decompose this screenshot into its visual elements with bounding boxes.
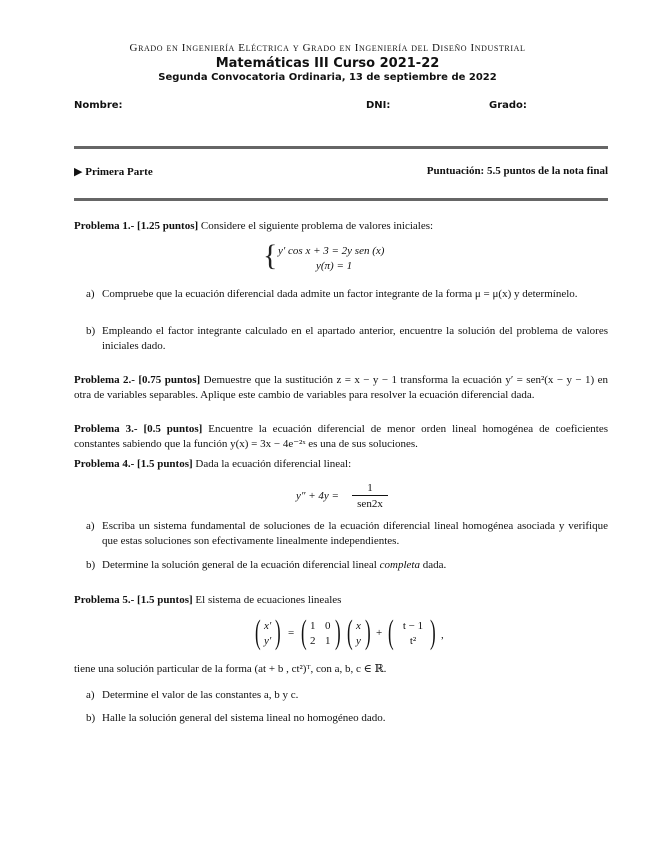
problem-3-text: Encuentre la ecuación diferencial de menor orden lineal homogénea de coeficientes constantes sabiendo que la función y(x) = 3x − 4e⁻²ˣ es una de sus soluciones.	[74, 423, 608, 450]
vector-entry: t − 1	[402, 620, 424, 632]
problem-1-item-b	[86, 324, 608, 354]
matrix-entry: 1	[310, 620, 316, 632]
problem-1-equation: y′ cos x + 3 = 2y sen (x)	[278, 245, 385, 257]
problem-3-statement	[74, 422, 608, 452]
dni-label: DNI:	[366, 100, 391, 111]
vector-entry: x′	[264, 620, 272, 632]
problem-1-initial-condition: y(π) = 1	[316, 260, 353, 272]
paren-left: (	[347, 614, 353, 651]
exam-session: Segunda Convocatoria Ordinaria, 13 de septiembre de 2022	[158, 72, 497, 83]
problem-1-heading: Problema 1.- [1.25 puntos]	[74, 220, 199, 232]
item-text: Determine el valor de las constantes a, b y c.	[102, 689, 299, 701]
part-title-text: Primera Parte	[85, 166, 153, 178]
plus-sign: +	[376, 627, 383, 639]
item-label: a)	[86, 288, 95, 300]
problem-2-statement	[74, 373, 608, 403]
problem-5-item-b	[86, 711, 608, 726]
paren-right: )	[430, 614, 436, 651]
problem-5-heading: Problema 5.- [1.5 puntos]	[74, 594, 193, 606]
problem-4-text: Dada la ecuación diferencial lineal:	[195, 458, 352, 470]
problem-5-statement	[74, 593, 608, 608]
paren-right: )	[275, 614, 281, 651]
brace-symbol: {	[263, 239, 278, 272]
problem-5-item-a	[86, 688, 608, 703]
item-text-pre: Determine la solución general de la ecuación diferencial lineal	[102, 559, 377, 571]
vector-entry: x	[356, 620, 361, 632]
problem-4-statement	[74, 457, 608, 472]
item-text-post: dada.	[422, 559, 447, 571]
problem-4-equation-lhs: y″ + 4y =	[296, 490, 339, 502]
item-label: b)	[86, 325, 96, 337]
paren-right: )	[335, 614, 341, 651]
divider-bottom	[74, 198, 608, 201]
grade-label: Grado:	[489, 100, 527, 111]
fraction-numerator: 1	[352, 481, 388, 496]
matrix-entry: 0	[325, 620, 331, 632]
item-label: b)	[86, 712, 96, 724]
problem-5-particular-solution: tiene una solución particular de la forma (at + b , ct²)ᵀ, con a, b, c ∈ ℝ.	[74, 663, 387, 675]
matrix-entry: 2	[310, 635, 316, 647]
item-text: Compruebe que la ecuación diferencial dada admite un factor integrante de la forma μ = μ(x) y determínelo.	[102, 288, 578, 300]
item-label: a)	[86, 689, 95, 701]
item-text-emphasis: completa	[379, 559, 420, 571]
part-score: Puntuación: 5.5 puntos de la nota final	[426, 165, 608, 177]
equals-sign: =	[288, 627, 295, 639]
problem-1-item-a	[86, 287, 608, 302]
problem-5-text: El sistema de ecuaciones lineales	[195, 594, 342, 606]
item-text	[102, 558, 608, 573]
item-text: Escriba un sistema fundamental de soluciones de la ecuación diferencial lineal homogénea asociada y verifique que estas soluciones son efectivamente linealmente independientes.	[102, 520, 608, 547]
paren-left: (	[388, 614, 394, 651]
vector-entry: y′	[264, 635, 272, 647]
vector-entry: y	[356, 635, 361, 647]
paren-right: )	[365, 614, 371, 651]
problem-2-heading: Problema 2.- [0.75 puntos]	[74, 374, 201, 386]
problem-3-heading: Problema 3.- [0.5 puntos]	[74, 423, 203, 435]
item-text: Empleando el factor integrante calculado en el apartado anterior, encuentre la solución del problema de valores iniciales dado.	[102, 325, 608, 352]
problem-4-item-b	[86, 558, 608, 573]
problem-1-statement	[74, 219, 608, 234]
part-title	[74, 165, 153, 178]
problem-4-heading: Problema 4.- [1.5 puntos]	[74, 458, 193, 470]
problem-1-text: Considere el siguiente problema de valores iniciales:	[200, 220, 434, 232]
fraction-denominator: sen2x	[357, 498, 383, 510]
comma: ,	[441, 629, 444, 641]
item-label: b)	[86, 559, 96, 571]
divider-top	[74, 146, 608, 149]
matrix-entry: 1	[325, 635, 331, 647]
problem-2-text: Demuestre que la sustitución z = x − y − 1 transforma la ecuación y′ = sen²(x − y − 1) en otra de variables separables. Aplique este cambio de variables para resolver la ecuación diferencial dada.	[74, 374, 608, 401]
triangle-icon: ▶	[74, 166, 83, 178]
paren-left: (	[301, 614, 307, 651]
item-label: a)	[86, 520, 95, 532]
vector-entry: t²	[409, 635, 417, 647]
paren-left: (	[255, 614, 261, 651]
header-institution: Grado en Ingeniería Eléctrica y Grado en Ingeniería del Diseño Industrial	[129, 42, 526, 54]
problem-4-item-a	[86, 519, 608, 549]
name-label: Nombre:	[74, 100, 123, 111]
course-title: Matemáticas III Curso 2021-22	[215, 56, 440, 71]
item-text: Halle la solución general del sistema lineal no homogéneo dado.	[102, 712, 386, 724]
